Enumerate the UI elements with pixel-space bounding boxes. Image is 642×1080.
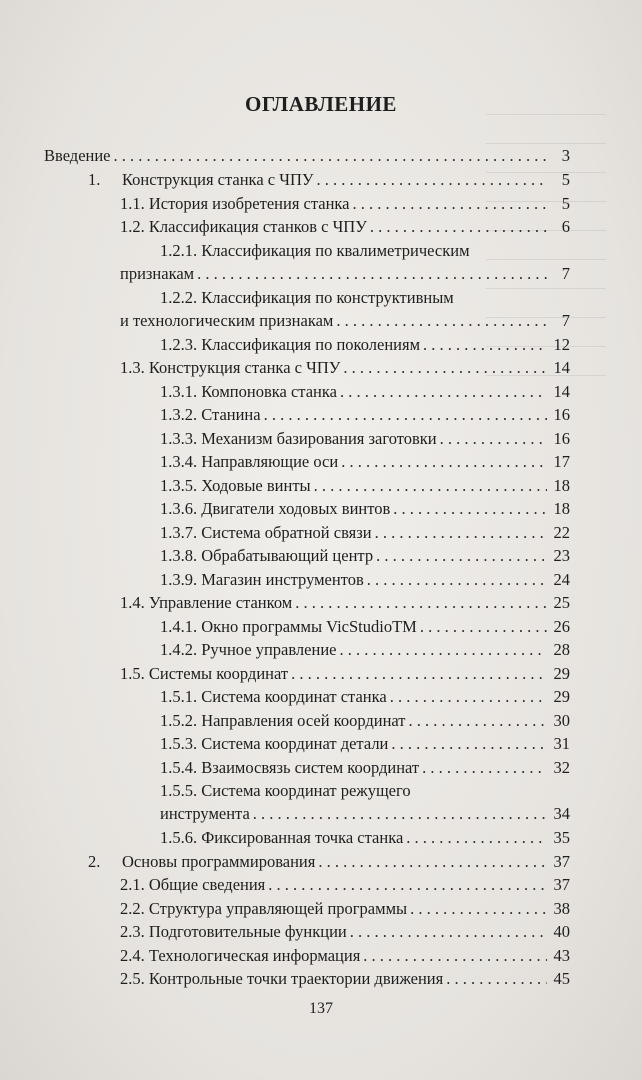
page-number: 137: [309, 1000, 333, 1017]
toc-entry: 1.2.1. Классификация по квалиметрическим признакам . . . 7: [0, 241, 642, 287]
toc-entry: 1.5.5. Система координат режущего инструмента . . . 34: [0, 781, 642, 827]
page-title: ОГЛАВЛЕНИЕ: [245, 92, 397, 116]
book-page: ОГЛАВЛЕНИЕ Введение . . . 3 1. Конструкция станка с ЧПУ . . . 5 1.1. История изобретения станка . . . 5 1.2. Классификация станков с ЧПУ . . . 6 1.2.1. Классификация по квалиметрическим признакам . . . 7 1.2.2. Классификация по конструктивным и технологическим признакам . . . 7 1.2.3. Классификация по поколениям . . . 12 1.3. Конструкция станка с ЧПУ . . . 14 1.3.1. Компоновка станка . . . 14 1.3.2. Станина . . . 16 1.3.3. Механизм базирования заготовки . . . 16 1.3.4. Направляющие оси . . . 17 1.3.5. Ходовые винты . . . 18 1.3.6. Двигатели ходовых винтов . . . 18 1.3.7. Система обратной связи . . . 22 1.3.8. Обрабатывающий центр . . . 23 1.3.9. Магазин инструментов . . . 24 1.4. Управление станком . . . 25 1.4.1. Окно программы VicStudioTM . . . 26 1.4.2. Ручное управление . . . 28 1.5. Системы координат . . . 29 1.5.1. Система координат станка . . . 29 1.5.2. Направления осей координат . . . 30 1.5.3. Система координат детали . . . 31 1.5.4. Взаимосвязь систем координат . . . 32 1.5.5. Система координат режущего инструмента . . . 34 1.5.6. Фиксированная точка станка . . . 35 2. Основы программирования . . . 37 2.1. Общие сведения . . . 37 2.2. Структура управляющей программы . . . 38 2.3. Подготовительные функции . . . 40 2.4. Технологическая информация . . . 43 2.5. Контрольные точки траектории движения . . . 45 137: [0, 0, 642, 1080]
toc-entry: 1.2.2. Классификация по конструктивным и технологическим признакам . . . 7: [0, 288, 642, 334]
